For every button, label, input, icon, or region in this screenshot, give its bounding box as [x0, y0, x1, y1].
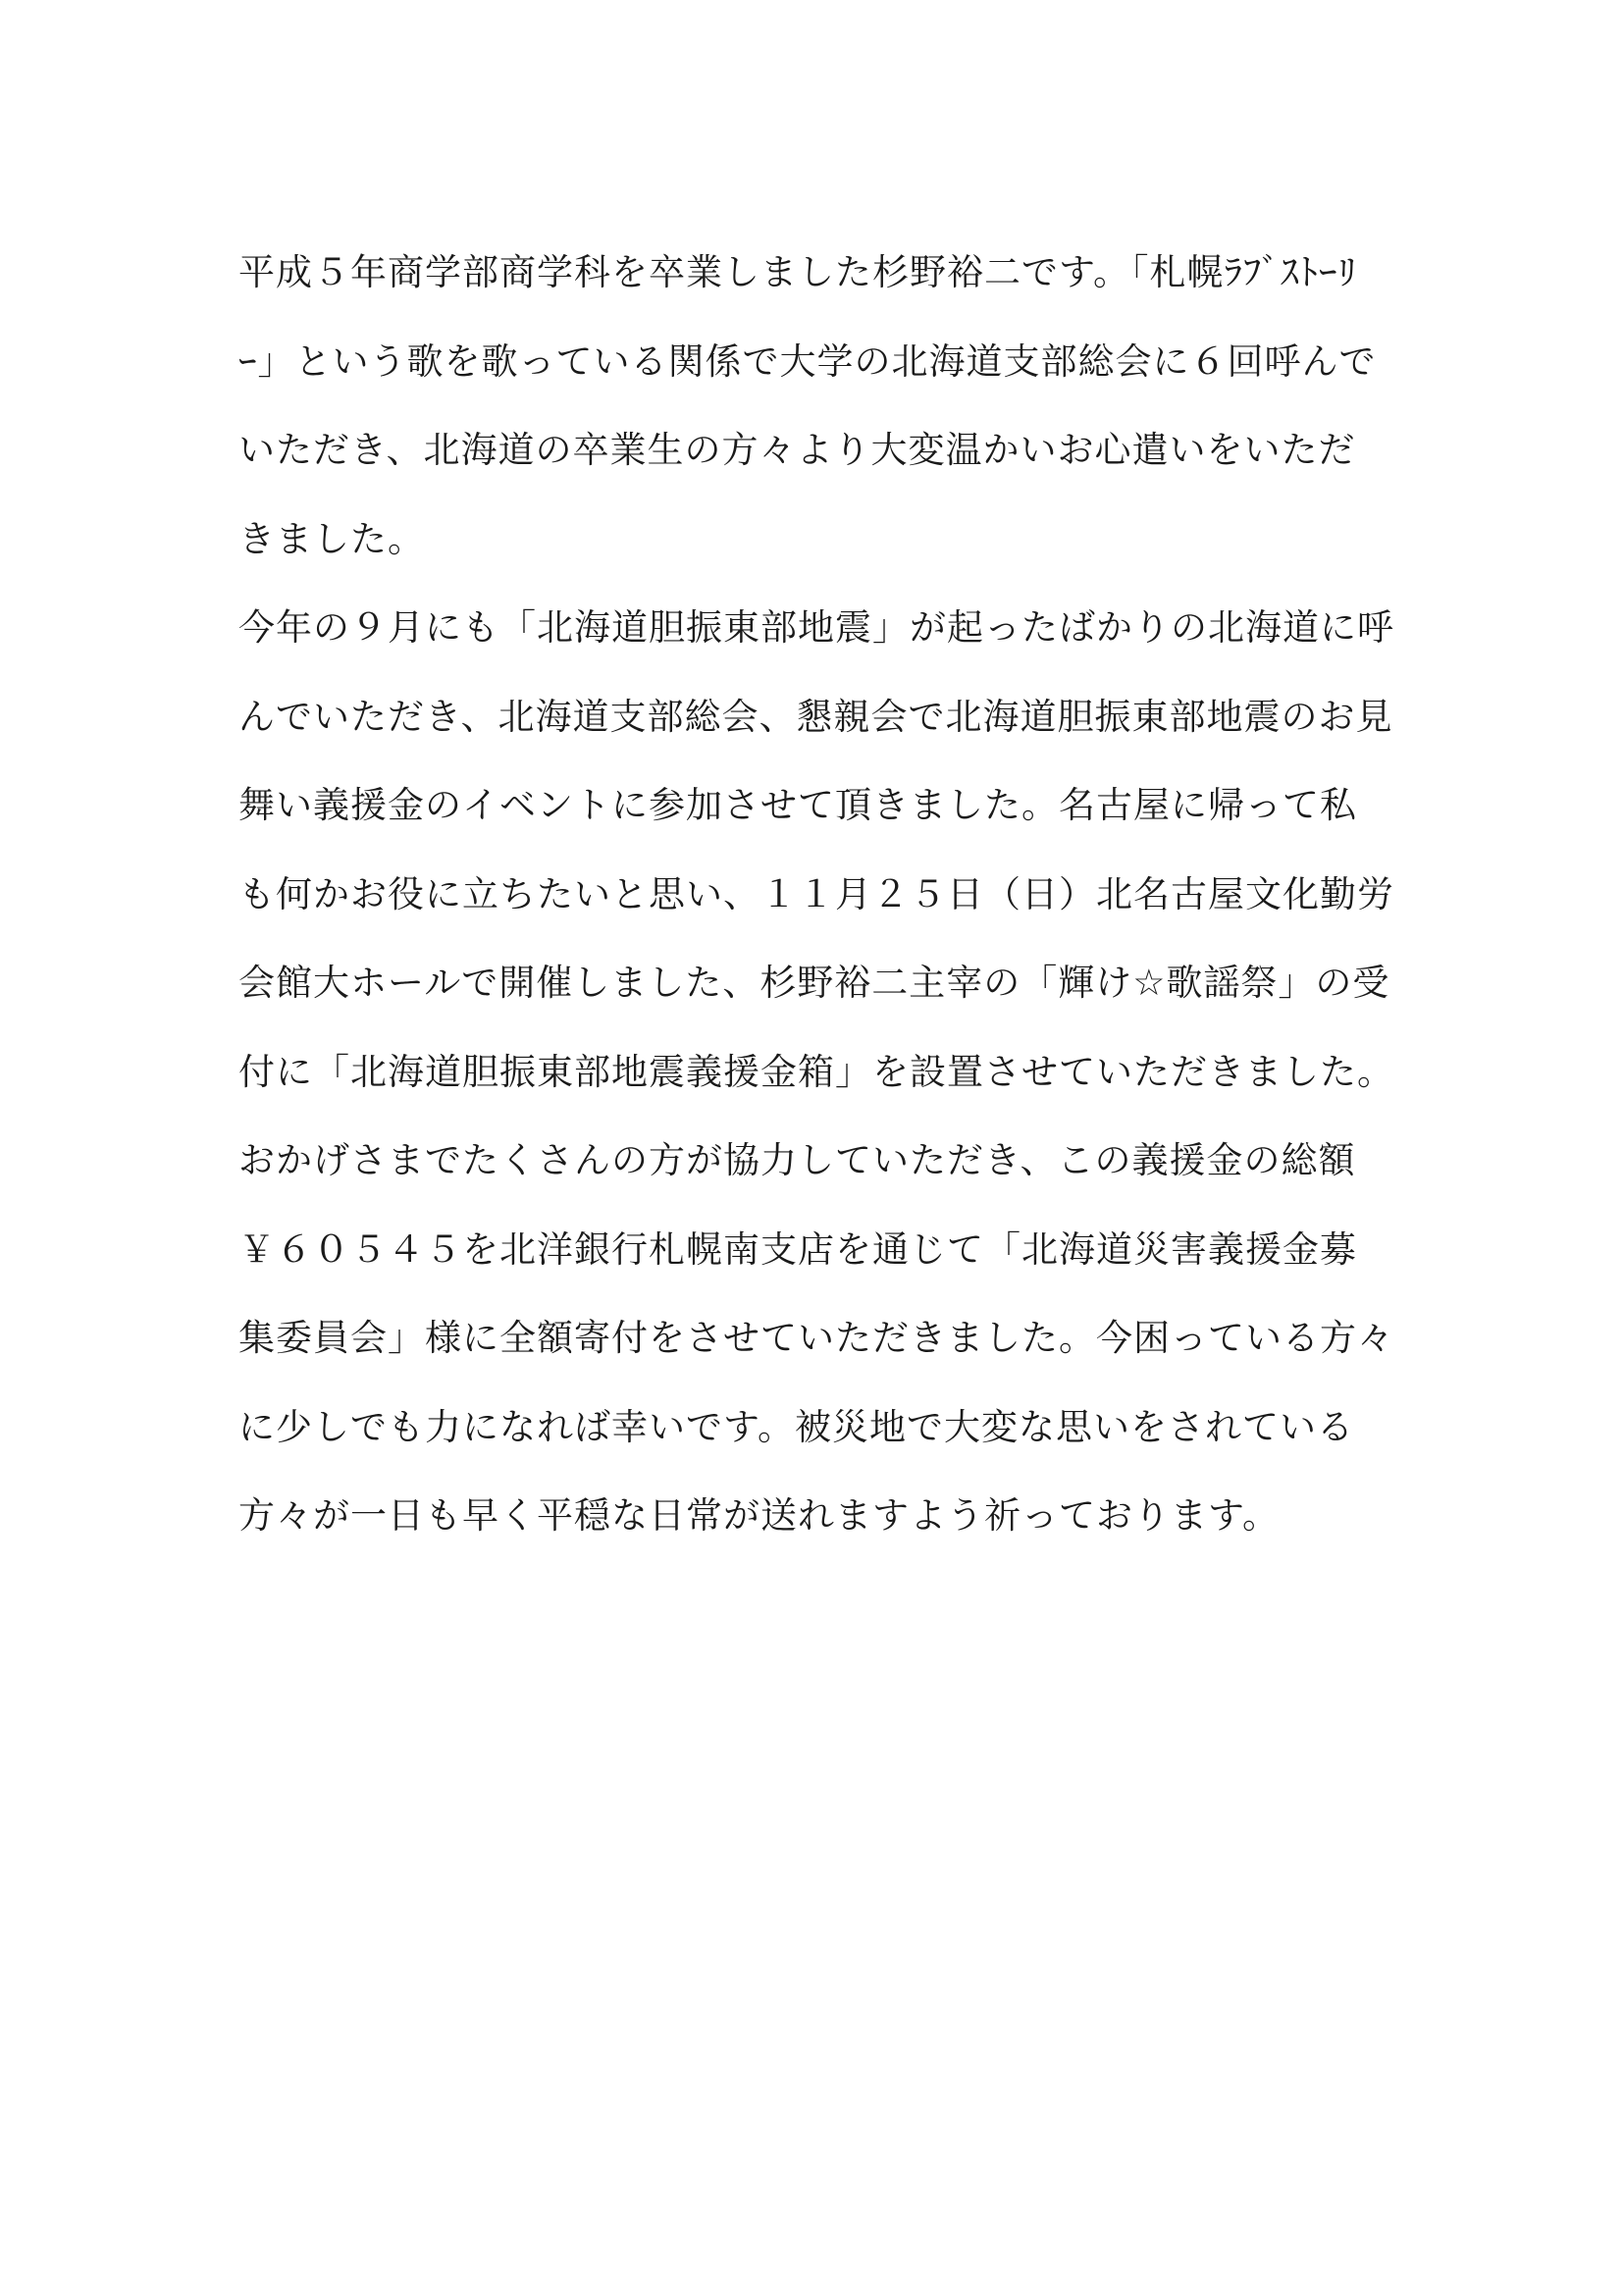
- text-line: 方々が一日も早く平穏な日常が送れますよう祈っております。: [238, 1494, 1281, 1537]
- text-line: いただき、北海道の卒業生の方々より大変温かいお心遣いをいただ: [238, 429, 1356, 471]
- text-line: 舞い義援金のイベントに参加させて頂きました。名古屋に帰って私: [238, 784, 1357, 826]
- text-line: 今年の９月にも「北海道胆振東部地震」が起ったばかりの北海道に呼: [238, 606, 1394, 649]
- text-line: おかげさまでたくさんの方が協力していただき、この義援金の総額: [238, 1139, 1356, 1181]
- text-line: 平成５年商学部商学科を卒業しました杉野裕二です。「札幌ﾗﾌﾞｽﾄｰﾘ: [238, 251, 1358, 293]
- text-line: ￥６０５４５を北洋銀行札幌南支店を通じて「北海道災害義援金募: [238, 1227, 1357, 1271]
- letter-body: [238, 243, 1416, 1576]
- text-line: 付に「北海道胆振東部地震義援金箱」を設置させていただきました。: [238, 1050, 1394, 1093]
- text-line: 会館大ホールで開催しました、杉野裕二主宰の「輝け☆歌謡祭」の受: [238, 962, 1390, 1004]
- text-line: きました。: [238, 517, 425, 560]
- text-line: 集委員会」様に全額寄付をさせていただきました。今困っている方々: [238, 1317, 1394, 1359]
- text-line: も何かお役に立ちたいと思い、１１月２５日（日）北名古屋文化勤労: [238, 872, 1394, 915]
- text-line: んでいただき、北海道支部総会、懇親会で北海道胆振東部地震のお見: [238, 695, 1393, 738]
- text-line: に少しでも力になれば幸いです。被災地で大変な思いをされている: [238, 1405, 1355, 1448]
- text-line: ｰ」という歌を歌っている関係で大学の北海道支部総会に６回呼んで: [238, 339, 1377, 383]
